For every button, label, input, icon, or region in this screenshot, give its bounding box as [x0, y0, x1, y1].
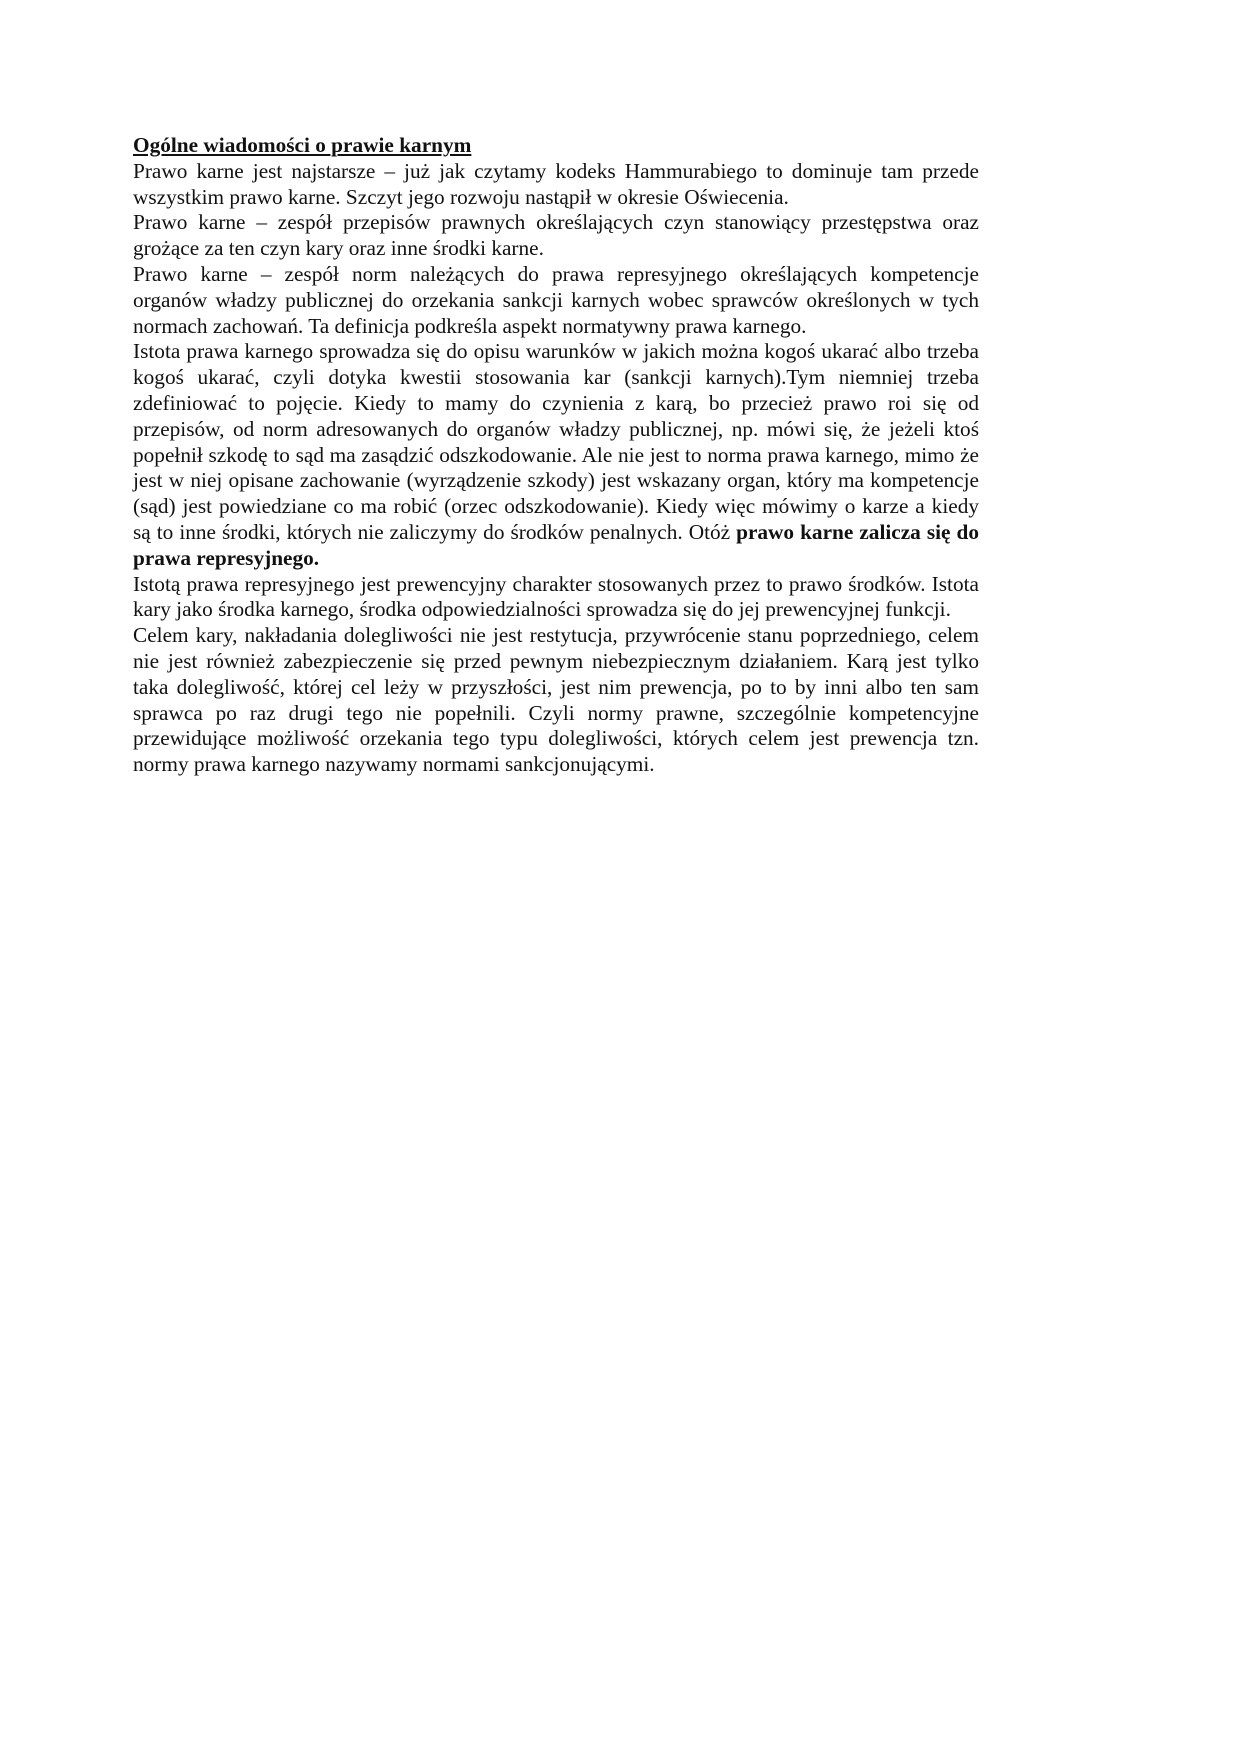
paragraph-definition-2: [133, 262, 979, 339]
paragraph-bold-conclusion: prawo karne zalicza się do prawa represyjnego.: [133, 519, 979, 570]
paragraph-text: Celem kary, nakładania dolegliwości nie jest restytucja, przywrócenie stanu poprzedniego, celem nie jest również zabezpieczenie się przed pewnym niebezpiecznym działaniem. Karą jest tylko taka dolegliwość, której cel leży w przyszłości, jest nim prewencja, po to by inni albo ten sam sprawca po raz drugi tego nie popełnili. Czyli normy prawne, szczególnie kompetencyjne przewidujące możliwość orzekania tego typu dolegliwości, których celem jest prewencja tzn. normy prawa karnego nazywamy normami sankcjonującymi.: [133, 623, 979, 777]
paragraph-text: Istotą prawa represyjnego jest prewencyjny charakter stosowanych przez to prawo środków. Istota kary jako środka karnego, środka odpowiedzialności sprowadza się do jej prewencyjnej funkcji.: [133, 571, 979, 622]
paragraph-essence: [133, 339, 979, 571]
document-page: [133, 133, 979, 778]
paragraph-text: Istota prawa karnego sprowadza się do opisu warunków w jakich można kogoś ukarać albo trzeba kogoś ukarać, czyli dotyka kwestii stosowania kar (sankcji karnych).Tym niemniej trzeba zdefiniować to pojęcie. Kiedy to mamy do czynienia z karą, bo przecież prawo roi się od przepisów, od norm adresowanych do organów władzy publicznej, np. mówi się, że jeżeli ktoś popełnił szkodę to sąd ma zasądzić odszkodowanie. Ale nie jest to norma prawa karnego, mimo że jest w niej opisane zachowanie (wyrządzenie szkody) jest wskazany organ, który ma kompetencje (sąd) jest powiedziane co ma robić (orzec odszkodowanie). Kiedy więc mówimy o karze a kiedy są to inne środki, których nie zaliczymy do środków penalnych. Otóż: [133, 339, 979, 544]
paragraph-text: Prawo karne – zespół norm należących do prawa represyjnego określających kompetencje organów władzy publicznej do orzekania sankcji karnych wobec sprawców określonych w tych normach zachowań. Ta definicja podkreśla aspekt normatywny prawa karnego.: [133, 261, 979, 338]
document-title: Ogólne wiadomości o prawie karnym: [133, 133, 472, 157]
paragraph-text: Prawo karne jest najstarsze – już jak czytamy kodeks Hammurabiego to dominuje tam przede wszystkim prawo karne. Szczyt jego rozwoju nastąpił w okresie Oświecenia.: [133, 158, 979, 209]
paragraph-repressive-law: [133, 572, 979, 624]
paragraph-purpose-of-punishment: [133, 623, 979, 778]
paragraph-definition-1: [133, 210, 979, 262]
paragraph-text: Prawo karne – zespół przepisów prawnych określających czyn stanowiący przestępstwa oraz grożące za ten czyn kary oraz inne środki karne.: [133, 210, 979, 261]
paragraph-origin: [133, 159, 979, 211]
